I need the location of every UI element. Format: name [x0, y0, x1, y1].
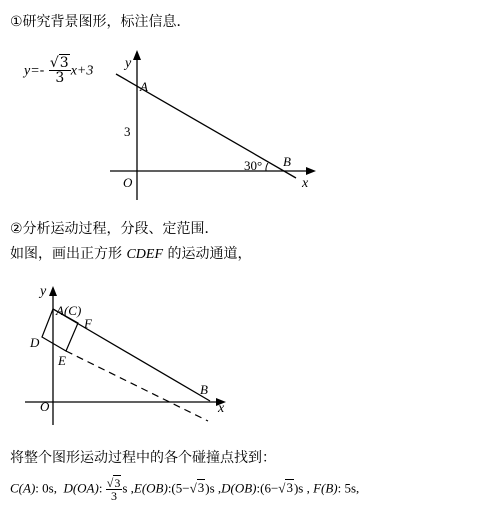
equation-tail: x+3 [70, 63, 94, 79]
fig2-label-origin: O [40, 399, 50, 414]
step2-subheading [10, 243, 251, 263]
step1-heading: ①研究背景图形，标注信息． [10, 14, 191, 30]
fig1-label-b: B [283, 154, 291, 169]
fig2-label-y: y [40, 284, 47, 299]
fig2-label-d: D [30, 335, 40, 350]
equation-lhs: y= [24, 63, 40, 79]
step2-subheading-pre: 如图，画出正方形 [10, 246, 127, 262]
item-d-radicand: 3 [114, 476, 121, 490]
item-e-value-pre: :(5− [167, 480, 190, 496]
item-e-value-post: )s [205, 480, 215, 496]
item-d-fraction [106, 477, 123, 502]
fig1-label-3: 3 [124, 124, 131, 139]
item-d-colon: : [98, 480, 103, 496]
item-d-unit: s [122, 480, 128, 496]
equation-denominator: 3 [55, 70, 65, 86]
item-d2-radicand: 3 [286, 480, 293, 496]
figure-2 [0, 275, 494, 435]
fig2-label-f: F [84, 316, 92, 331]
fig2-y-arrow-icon [49, 286, 57, 296]
item-c-label: C(A) [10, 480, 36, 496]
item-d2-value-post: )s , [293, 480, 310, 496]
fig2-dashed-line [66, 351, 208, 421]
step2-subheading-post: 的运动通道， [163, 246, 252, 262]
fig2-label-x: x [218, 401, 225, 416]
fig2-label-e: E [58, 353, 66, 368]
fig1-x-arrow-icon [306, 167, 316, 175]
step2-heading: ②分析运动过程，分段、定范围． [10, 221, 219, 237]
fig1-label-origin: O [123, 175, 133, 190]
fig1-label-x: x [302, 176, 309, 191]
item-d-denominator: 3 [111, 489, 118, 503]
fig1-angle-arc [266, 163, 268, 171]
item-f-label: F(B) [313, 480, 338, 496]
item-d2-label: ,D(OB) [217, 480, 257, 496]
fig1-label-angle: 30° [244, 158, 263, 173]
item-f-value: : 5s, [337, 480, 360, 496]
item-c-value: : 0s, [35, 480, 57, 496]
equation-radicand: 3 [59, 55, 69, 71]
item-e-label: ,E(OB) [130, 480, 168, 496]
fig2-label-ac: A(C) [56, 303, 82, 318]
item-d2-value-pre: :(6− [256, 480, 279, 496]
item-d-numerator: √3 [106, 476, 121, 490]
figure-1 [0, 40, 494, 240]
item-d-label: D(OA) [63, 480, 99, 496]
step3-heading: 将整个图形运动过程中的各个碰撞点找到： [10, 450, 276, 466]
fig1-y-arrow-icon [133, 50, 141, 60]
item-e-radicand: 3 [197, 480, 205, 496]
equation-minus: - [39, 62, 45, 79]
fig1-label-a: A [140, 79, 148, 94]
radical-icon: √ [49, 55, 59, 71]
step2-subheading-italic: CDEF [126, 247, 164, 262]
fig1-label-y: y [125, 56, 132, 71]
step3-items: C(A): 0s, D(OA): $\frac{√3}{3}$ s ,E(OB):(5−√3)s ,D(OB):(6−√3)s , F(B): 5s, [10, 476, 360, 503]
fig2-label-b: B [200, 382, 208, 397]
